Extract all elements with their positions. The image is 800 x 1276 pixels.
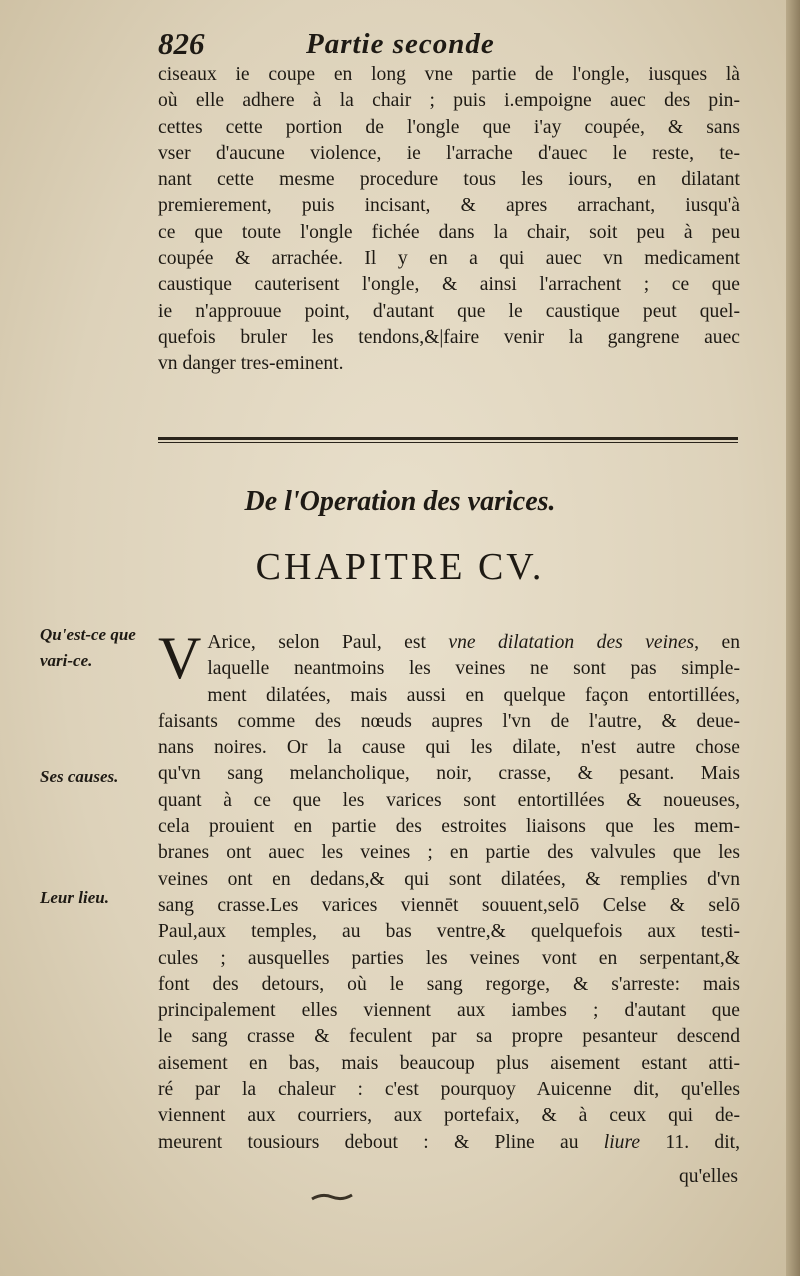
text-line: viennent aux courriers, aux portefaix, & à ceux qui de- <box>158 1105 740 1127</box>
text-line: ce que toute l'ongle fichée dans la chair, soit peu à peu <box>158 221 740 243</box>
drop-cap: V <box>158 625 202 691</box>
text-line: vn danger tres-eminent. <box>158 353 344 375</box>
text-line: ré par la chaleur : c'est pourquoy Auicenne dit, qu'elles <box>158 1079 740 1101</box>
text-line: aisement en bas, mais beaucoup plus aisement estant atti- <box>158 1052 740 1074</box>
section-divider-rule <box>158 437 738 443</box>
text-line: Paul,aux temples, au bas ventre,& quelquefois aux testi- <box>158 921 740 943</box>
margin-note-location: Leur lieu. <box>40 888 109 907</box>
text-line: ciseaux ie coupe en long vne partie de l'ongle, iusques là <box>158 64 740 85</box>
text-line: cela prouient en partie des estroites liaisons que les mem- <box>158 816 740 838</box>
margin-note-definition: Qu'est-ce que vari-ce. <box>40 625 136 670</box>
page-number: 826 <box>158 26 205 61</box>
text-line: caustique cauterisent l'ongle, & ainsi l'arrachent ; ce que <box>158 274 740 296</box>
text-line: veines ont en dedans,& qui sont dilatées, & remplies d'vn <box>158 868 740 890</box>
page-header <box>158 26 748 66</box>
chapter-heading: CHAPITRE CV. <box>255 546 545 588</box>
text-line <box>158 630 740 656</box>
italic-definition: vne dilatation des veines <box>448 632 695 653</box>
text-line: premierement, puis incisant, & apres arrachant, iusqu'à <box>158 195 740 217</box>
text-line <box>158 1130 740 1156</box>
text-line: quant à ce que les varices sont entortillées & noueuses, <box>158 789 740 811</box>
text-line: sang crasse.Les varices viennēt souuent,selō Celse & selō <box>158 894 740 916</box>
text-line: nant cette mesme procedure tous les iours, en dilatant <box>158 169 740 191</box>
text-span: 11. dit, <box>640 1131 740 1153</box>
text-span: Arice, selon Paul, est <box>207 632 449 653</box>
text-line: qu'vn sang melancholique, noir, crasse, & pesant. Mais <box>158 763 740 785</box>
paragraph-1 <box>158 62 740 378</box>
text-line: laquelle neantmoins les veines ne sont pas simple- <box>207 658 740 680</box>
text-line: faisants comme des nœuds aupres l'vn de l'autre, & deue- <box>158 710 740 732</box>
text-span: meurent tousiours debout : & Pline au <box>158 1131 604 1153</box>
text-line: ie n'approuue point, d'autant que le caustique peut quel- <box>158 300 740 322</box>
text-line: où elle adhere à la chair ; puis i.empoigne auec des pin- <box>158 90 740 112</box>
text-line: ment dilatées, mais aussi en quelque façon entortillées, <box>207 684 740 706</box>
text-line: principalement elles viennent aux iambes ; d'autant que <box>158 1000 740 1022</box>
catchword: qu'elles <box>678 1166 738 1187</box>
text-line: branes ont auec les veines ; en partie des valvules que les <box>158 842 740 864</box>
text-line: le sang crasse & feculent par sa propre pesanteur descend <box>158 1026 740 1048</box>
text-line: vser d'aucune violence, ie l'arrache d'auec le reste, te- <box>158 142 740 164</box>
section-title: De l'Operation des varices. <box>244 486 556 517</box>
text-line: coupée & arrachée. Il y en a qui auec vn medicament <box>158 248 740 270</box>
italic-liure: liure <box>603 1131 641 1153</box>
page-edge <box>786 0 800 1276</box>
text-line: cettes cette portion de l'ongle que i'ay coupée, & sans <box>158 116 740 138</box>
paragraph-2 <box>158 625 740 1156</box>
ornament-icon <box>310 1192 354 1202</box>
margin-note-causes: Ses causes. <box>40 767 119 786</box>
text-line: font des detours, où le sang regorge, & s'arreste: mais <box>158 973 740 995</box>
text-line: nans noires. Or la cause qui les dilate, n'est autre chose <box>158 737 740 759</box>
text-line: cules ; ausquelles parties les veines vont en serpentant,& <box>158 947 740 969</box>
text-span: , en <box>694 632 740 653</box>
running-title: Partie seconde <box>306 28 495 60</box>
text-line: quefois bruler les tendons,&|faire venir la gangrene auec <box>158 326 740 348</box>
